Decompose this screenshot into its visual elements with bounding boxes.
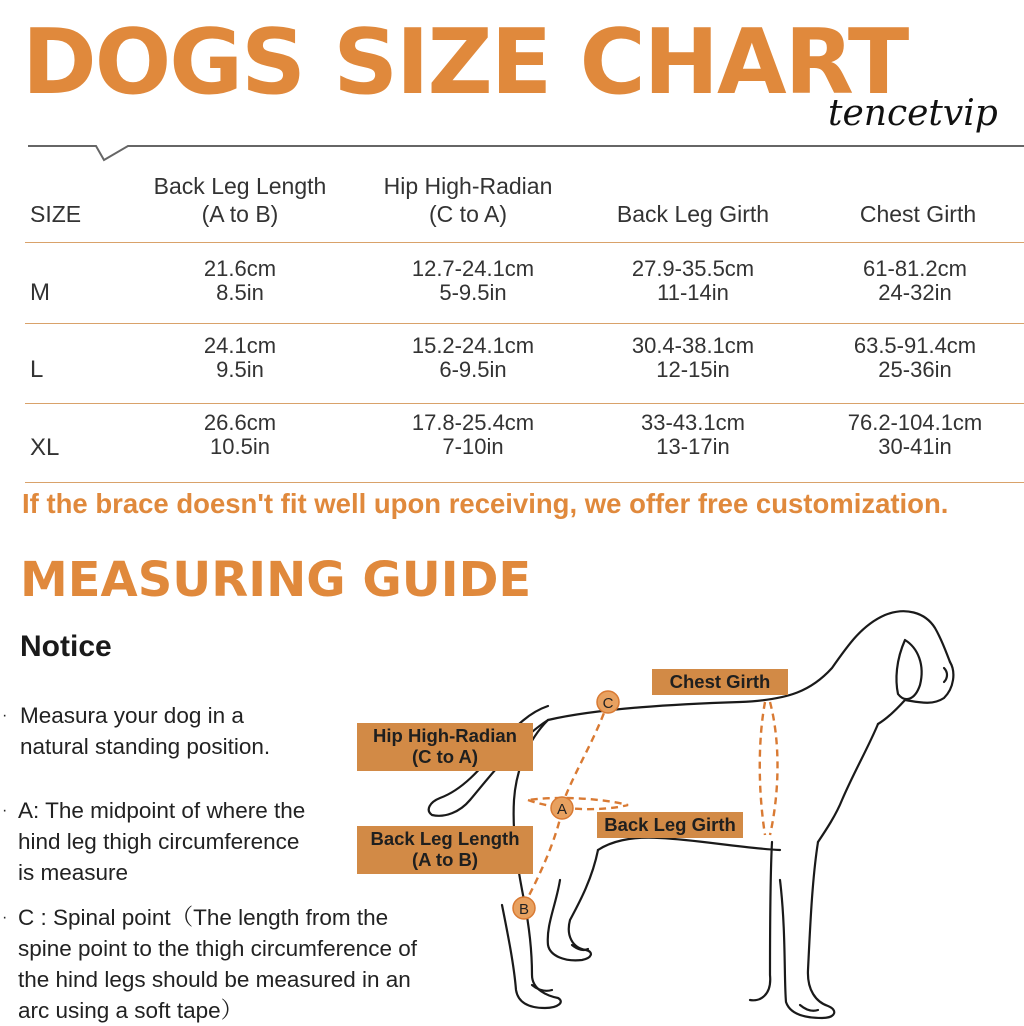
cm-value: 17.8-25.4cm (411, 410, 535, 435)
customization-offer: If the brace doesn't fit well upon receiving, we offer free customization. (22, 488, 949, 519)
point-a-label: A (556, 801, 568, 818)
in-value: 11-14in (657, 280, 729, 305)
cm-value: 26.6cm (203, 410, 277, 435)
size-cell: L (30, 356, 44, 383)
in-value: 6-9.5in (439, 357, 507, 382)
cm-value: 33-43.1cm (641, 410, 745, 435)
row-divider (25, 242, 1024, 243)
hip-high-arc (562, 702, 608, 805)
size-cell: XL (30, 434, 60, 461)
row-divider (25, 482, 1024, 483)
cm-value: 63.5-91.4cm (853, 333, 977, 358)
in-value: 12-15in (656, 357, 730, 382)
label-line: (C to A) (411, 746, 479, 767)
back-leg-girth-cell (593, 411, 793, 459)
bullet-line: C : Spinal point（The length from the (18, 905, 389, 930)
back-leg-length-cell (140, 334, 340, 382)
hip-high-cell (373, 334, 573, 382)
point-c-label: C (602, 695, 614, 712)
label-back-leg-girth: Back Leg Girth (597, 812, 743, 838)
cm-value: 61-81.2cm (863, 256, 967, 281)
cm-value: 27.9-35.5cm (631, 256, 755, 281)
row-divider (25, 403, 1024, 404)
in-value: 10.5in (210, 434, 270, 459)
bullet-dot: · (2, 707, 8, 724)
notice-bullet (2, 700, 271, 762)
back-leg-length-cell (140, 257, 340, 305)
cm-value: 21.6cm (203, 256, 277, 281)
label-chest-girth: Chest Girth (652, 669, 788, 695)
in-value: 9.5in (216, 357, 264, 382)
chest-girth-cell (815, 257, 1015, 305)
cm-value: 12.7-24.1cm (411, 256, 535, 281)
hip-high-cell (373, 411, 573, 459)
measuring-guide-title: MEASURING GUIDE (20, 552, 532, 608)
watermark: tencetvip (828, 93, 998, 134)
hip-high-cell (373, 257, 573, 305)
bullet-line: A: The midpoint of where the (18, 798, 306, 823)
back-leg-girth-loop (528, 798, 628, 809)
point-b-label: B (518, 901, 530, 918)
header-hip-high-label: Hip High-Radian (383, 173, 553, 199)
bullet-line: is measure (18, 860, 129, 885)
chest-girth-line-front (770, 702, 778, 835)
bullet-line: spine point to the thigh circumference of (18, 936, 417, 961)
row-divider (25, 323, 1024, 324)
back-leg-girth-cell (593, 257, 793, 305)
bullet-dot: · (2, 802, 8, 819)
cm-value: 24.1cm (203, 333, 277, 358)
chest-girth-cell (815, 334, 1015, 382)
cm-value: 30.4-38.1cm (631, 333, 755, 358)
header-divider (0, 130, 1024, 170)
in-value: 13-17in (656, 434, 730, 459)
in-value: 24-32in (878, 280, 952, 305)
chest-girth-line-back (760, 702, 765, 835)
header-back-leg-length-label: Back Leg Length (153, 173, 327, 199)
notice-bullet (2, 902, 417, 1026)
in-value: 8.5in (216, 280, 264, 305)
bullet-line: Measura your dog in a (20, 703, 244, 728)
header-size: SIZE (30, 201, 82, 227)
header-back-leg-length-sub: (A to B) (201, 201, 279, 227)
bullet-line: hind leg thigh circumference (18, 829, 300, 854)
header-chest-girth: Chest Girth (859, 201, 977, 227)
cm-value: 76.2-104.1cm (847, 410, 983, 435)
in-value: 30-41in (878, 434, 952, 459)
back-leg-girth-cell (593, 334, 793, 382)
page-title: DOGS SIZE CHART (22, 10, 908, 115)
header-hip-high (368, 172, 568, 228)
in-value: 7-10in (442, 434, 504, 459)
label-line: (A to B) (411, 849, 479, 870)
bullet-line: natural standing position. (20, 734, 271, 759)
bullet-line: the hind legs should be measured in an (18, 967, 411, 992)
label-hip-high-radian (357, 723, 533, 771)
chest-girth-cell (815, 411, 1015, 459)
back-leg-length-cell (140, 411, 340, 459)
label-back-leg-length (357, 826, 533, 874)
header-hip-high-sub: (C to A) (429, 201, 507, 227)
label-line: Hip High-Radian (373, 725, 517, 746)
in-value: 5-9.5in (439, 280, 507, 305)
size-cell: M (30, 279, 50, 306)
notice-heading: Notice (20, 630, 112, 663)
notice-bullet (2, 795, 306, 888)
bullet-dot: · (2, 909, 8, 926)
bullet-line: arc using a soft tape） (18, 998, 244, 1023)
header-back-leg-girth: Back Leg Girth (616, 201, 770, 227)
in-value: 25-36in (878, 357, 952, 382)
cm-value: 15.2-24.1cm (411, 333, 535, 358)
label-line: Back Leg Length (370, 828, 520, 849)
header-back-leg-length (140, 172, 340, 228)
